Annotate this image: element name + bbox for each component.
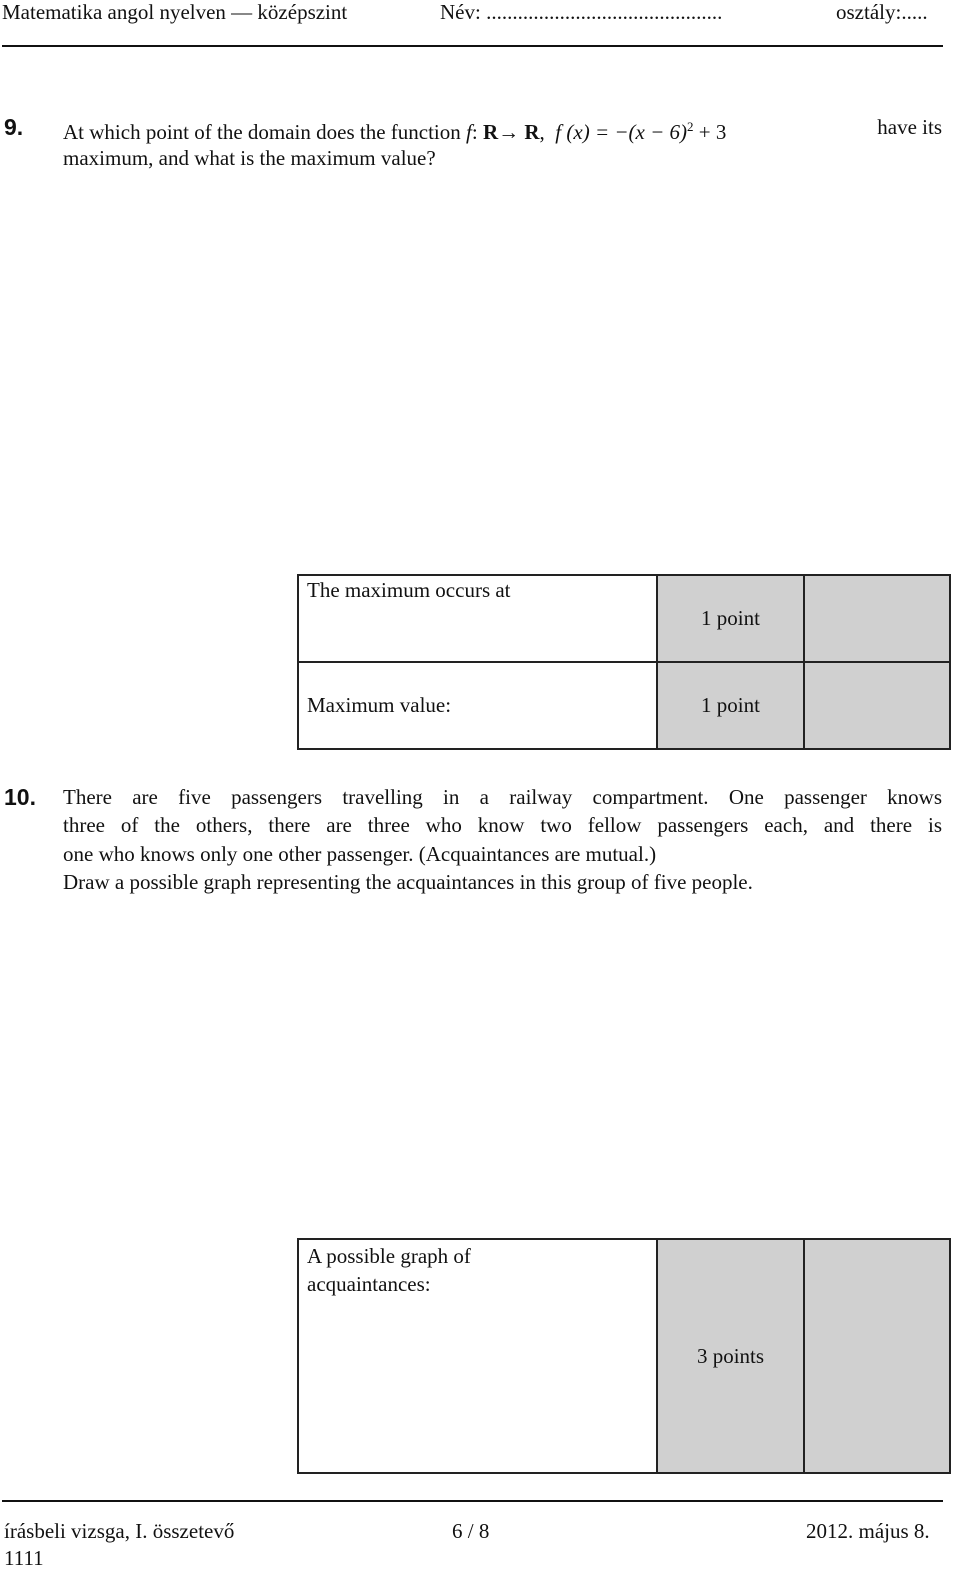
q9-score-cell[interactable]	[804, 575, 950, 662]
q9-formula: f (x) = −(x − 6)	[555, 120, 688, 144]
q9-codomain-set: R	[524, 120, 540, 144]
q9-points-cell	[657, 662, 804, 749]
q9-answer-cell-maximum-value[interactable]	[298, 662, 657, 749]
q9-func-symbol: f	[466, 120, 472, 144]
question-10-line-4: Draw a possible graph representing the acquaintances in this group of five people.	[63, 870, 753, 894]
q9-domain-set: R	[482, 120, 499, 144]
q9-intro: At which point of the domain does the function	[63, 120, 461, 144]
header-name-field: Név: .............................................	[440, 0, 723, 24]
q9-answer-cell-maximum-at[interactable]	[298, 575, 657, 662]
q9-answer-row	[298, 575, 950, 662]
question-9-line-2: maximum, and what is the maximum value?	[63, 146, 436, 170]
question-10-number: 10.	[4, 784, 36, 810]
page-header	[0, 0, 960, 26]
question-9-line-1: At which point of the domain does the function f: R→ R, f $(x) = -(x - 6)^2 + 3$ have its	[63, 115, 942, 144]
question-10-line-3: one who knows only one other passenger. (Acquaintances are mutual.)	[63, 842, 657, 866]
footer-date: 2012. május 8.	[806, 1519, 930, 1543]
q10-answer-label-line-1: A possible graph of	[307, 1244, 471, 1268]
q10-answer-label	[307, 1240, 656, 1298]
q9-points-label: 1 point	[701, 693, 760, 717]
q9-score-cell[interactable]	[804, 662, 950, 749]
q9-exponent: 2	[687, 119, 694, 134]
q9-label-maximum-value: Maximum value:	[307, 693, 452, 717]
q9-formula-tail: + 3	[698, 120, 727, 144]
footer-page-number: 6 / 8	[452, 1519, 490, 1543]
q10-score-cell[interactable]	[804, 1239, 950, 1473]
q9-answer-table	[297, 574, 951, 750]
question-10-line-1: There are five passengers travelling in a railway compartment. One passenger knows	[63, 785, 942, 809]
q9-arrow: →	[498, 120, 520, 144]
footer-exam-label: írásbeli vizsga, I. összetevő	[4, 1519, 235, 1543]
q10-points-cell	[657, 1239, 804, 1473]
q10-answer-cell[interactable]	[298, 1239, 657, 1473]
q9-points-cell	[657, 575, 804, 662]
q9-answer-row	[298, 662, 950, 749]
question-10-line-2: three of the others, there are three who know two fellow passengers each, and there is	[63, 813, 942, 837]
header-title: Matematika angol nyelven — középszint	[2, 0, 348, 24]
q10-answer-row	[298, 1239, 950, 1473]
q9-points-label: 1 point	[701, 606, 760, 630]
q10-points-label: 3 points	[696, 1344, 765, 1368]
q9-label-maximum-at: The maximum occurs at	[307, 578, 511, 602]
question-9-number: 9.	[4, 114, 24, 140]
q10-answer-table	[297, 1238, 951, 1474]
q10-answer-label-line-2: acquaintances:	[307, 1272, 431, 1296]
footer-code: 1111	[4, 1546, 44, 1570]
q9-line-end: have its	[877, 115, 942, 139]
footer-rule	[2, 1500, 943, 1502]
header-class-field: osztály:.....	[836, 0, 928, 24]
header-rule	[2, 45, 943, 47]
